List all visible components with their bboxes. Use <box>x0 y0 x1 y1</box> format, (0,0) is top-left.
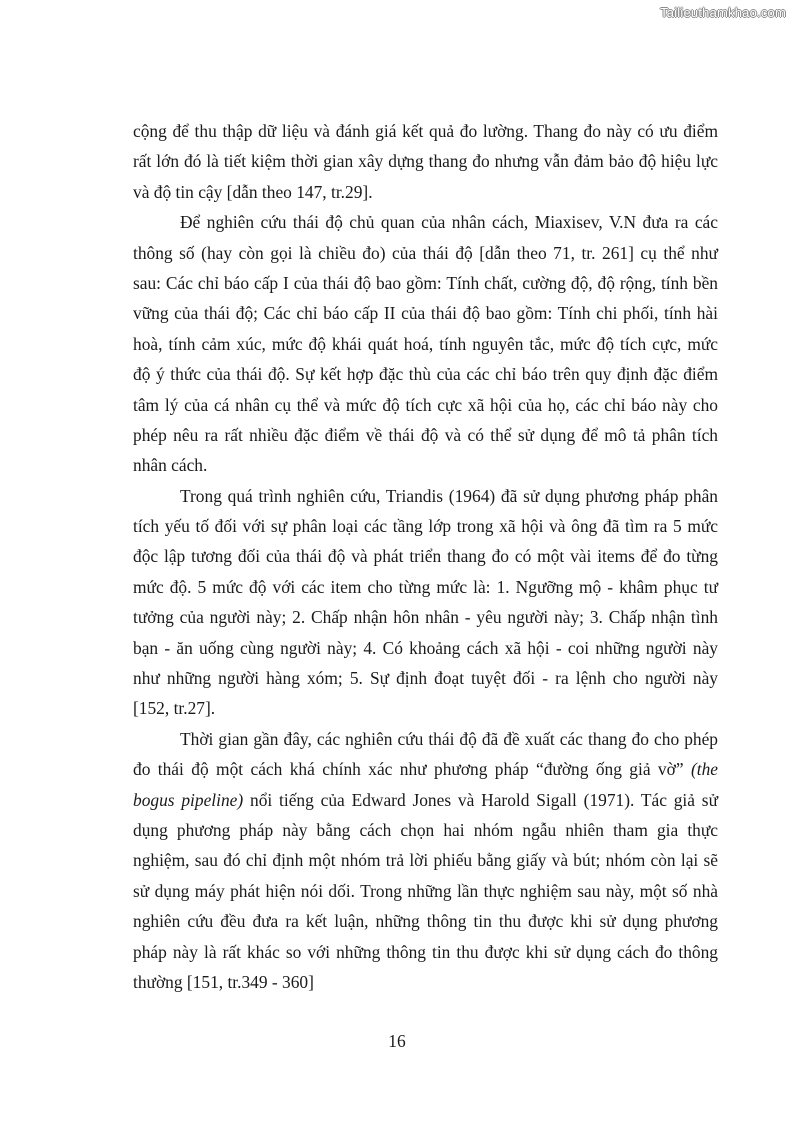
text-line: đo thái độ một cách khá chính xác như phương pháp “đường ống giả vờ” (the <box>133 759 718 780</box>
text-line: độc lập tương đối của thái độ và phát triển thang đo có một vài items để đo từng <box>133 546 718 567</box>
text-line: và độ tin cậy [dẫn theo 147, tr.29]. <box>133 181 373 202</box>
text-line: nhân cách. <box>133 455 208 476</box>
text-line: Để nghiên cứu thái độ chủ quan của nhân cách, Miaxisev, V.N đưa ra các <box>180 212 718 233</box>
text-line: nghiệm, sau đó chỉ định một nhóm trả lời phiếu bằng giấy và bút; nhóm còn lại sẽ <box>133 850 718 871</box>
text-line: sử dụng máy phát hiện nói dối. Trong những lần thực nghiệm sau này, một số nhà <box>133 880 718 901</box>
text-line: tích yếu tố đối với sự phân loại các tầng lớp trong xã hội và ông đã tìm ra 5 mức <box>133 516 718 537</box>
text-line: mức độ. 5 mức độ với các item cho từng mức là: 1. Ngưỡng mộ - khâm phục tư <box>133 576 718 597</box>
text-line: pháp này là rất khác so với những thông tin thu được khi sử dụng cách đo thông <box>133 941 718 962</box>
text-line: bạn - ăn uống cùng người này; 4. Có khoảng cách xã hội - coi những người này <box>133 637 718 658</box>
text-line: tưởng của người này; 2. Chấp nhận hôn nhân - yêu người này; 3. Chấp nhận tình <box>133 607 718 628</box>
text-line: bogus pipeline) nổi tiếng của Edward Jones và Harold Sigall (1971). Tác giả sử <box>133 789 718 810</box>
text-line: thường [151, tr.349 - 360] <box>133 971 314 992</box>
text-line: Trong quá trình nghiên cứu, Triandis (1964) đã sử dụng phương pháp phân <box>180 485 718 506</box>
text-line: dụng phương pháp này bằng cách chọn hai nhóm ngẫu nhiên tham gia thực <box>133 819 718 840</box>
watermark-text: Tailieuthamkhao.com <box>660 5 786 20</box>
text-line: độ ý thức của thái độ. Sự kết hợp đặc thù của các chỉ báo trên quy định đặc điểm <box>133 364 718 385</box>
text-line: sau: Các chỉ báo cấp I của thái độ bao gồm: Tính chất, cường độ, độ rộng, tính bền <box>133 272 718 293</box>
text-line: như những người hàng xóm; 5. Sự định đoạt tuyệt đối - ra lệnh cho người này <box>133 668 718 689</box>
text-line: vững của thái độ; Các chỉ báo cấp II của thái độ bao gồm: Tính chi phối, tính hài <box>133 303 718 324</box>
text-line: [152, tr.27]. <box>133 698 216 719</box>
text-line: cộng để thu thập dữ liệu và đánh giá kết quả đo lường. Thang đo này có ưu điểm <box>133 121 718 141</box>
text-line: hoà, tính cảm xúc, mức độ khái quát hoá, tính nguyên tắc, mức độ tích cực, mức <box>133 333 718 354</box>
body-text <box>133 116 718 997</box>
text-line: rất lớn đó là tiết kiệm thời gian xây dựng thang đo nhưng vẫn đảm bảo độ hiệu lực <box>133 151 718 172</box>
text-line: Thời gian gần đây, các nghiên cứu thái độ đã đề xuất các thang đo cho phép <box>180 728 718 749</box>
page-number: 16 <box>388 1031 406 1051</box>
text-line: nghiên cứu đều đưa ra kết luận, những thông tin thu được khi sử dụng phương <box>133 911 718 932</box>
text-line: tâm lý của cá nhân cụ thể và mức độ tích cực xã hội của họ, các chỉ báo này cho <box>133 394 718 415</box>
text-line: thông số (hay còn gọi là chiều đo) của thái độ [dẫn theo 71, tr. 261] cụ thể như <box>133 242 718 263</box>
text-line: phép nêu ra rất nhiều đặc điểm về thái độ và có thể sử dụng để mô tả phân tích <box>133 424 718 445</box>
